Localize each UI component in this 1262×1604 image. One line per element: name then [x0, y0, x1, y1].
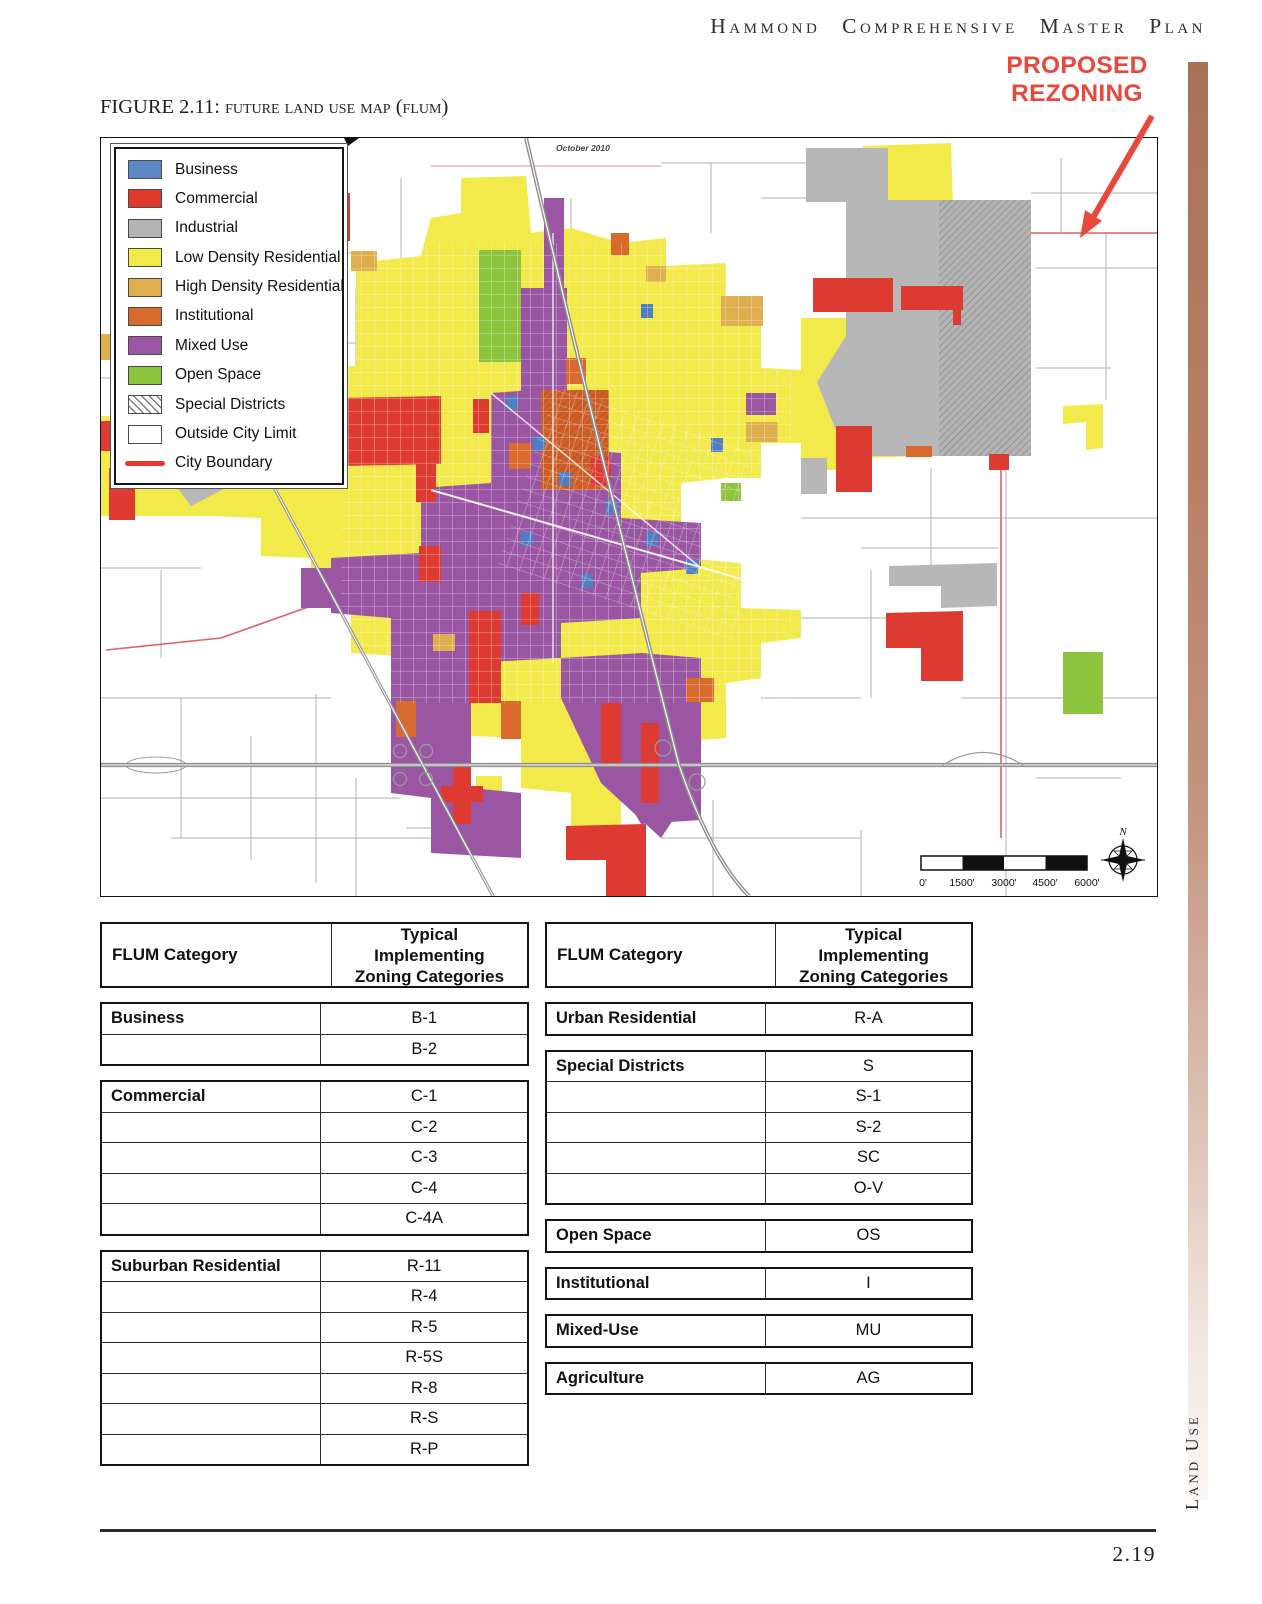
table-row: Business B-1: [101, 1003, 528, 1034]
legend-item-institutional: Institutional: [128, 306, 336, 327]
group-commercial: [100, 1080, 529, 1236]
scale-label-4500: 4500': [1032, 877, 1058, 889]
group-agriculture: [545, 1362, 973, 1396]
flum-table-right-header: [545, 922, 973, 988]
page-number: 2.19: [1112, 1542, 1156, 1566]
flum-table-left: [100, 922, 529, 1466]
legend-item-mixed-use: Mixed Use: [128, 335, 336, 356]
open-space-swatch: [128, 366, 162, 385]
legend-item-low-density-residential: Low Density Residential: [128, 247, 336, 268]
table-row: SC: [546, 1143, 972, 1174]
table-row: Special Districts S: [546, 1051, 972, 1082]
group-mixed-use: [545, 1314, 973, 1348]
table-row: C-2: [101, 1112, 528, 1143]
table-row: B-2: [101, 1034, 528, 1065]
map-street-grid: [341, 233, 801, 703]
legend-item-open-space: Open Space: [128, 365, 336, 386]
table-row: R-5: [101, 1312, 528, 1343]
legend-item-outside-city-limit: Outside City Limit: [128, 424, 336, 445]
commercial-swatch: [128, 189, 162, 208]
legend-item-special-districts: Special Districts: [128, 394, 336, 415]
column-header-zoning-categories: Typical Implementing Zoning Categories: [354, 924, 505, 986]
scale-label-1500: 1500': [949, 877, 975, 889]
table-row: R-S: [101, 1404, 528, 1435]
scale-label-0: 0': [919, 877, 927, 889]
table-row: O-V: [546, 1173, 972, 1204]
outside-city-limit-swatch: [128, 425, 162, 444]
footer-rule: [100, 1529, 1156, 1532]
table-row: C-3: [101, 1143, 528, 1174]
flum-table-right: [545, 922, 973, 1395]
document-title: Hammond Comprehensive Master Plan: [710, 14, 1206, 38]
proposed-rezoning-label: PROPOSED REZONING: [1006, 52, 1148, 107]
table-row: Institutional I: [546, 1268, 972, 1300]
column-header-flum-category: FLUM Category: [547, 924, 776, 986]
scale-label-3000: 3000': [991, 877, 1017, 889]
group-institutional: [545, 1267, 973, 1301]
legend-item-high-density-residential: High Density Residential: [128, 277, 336, 298]
figure-title: [100, 96, 448, 119]
table-row: Open Space OS: [546, 1220, 972, 1252]
column-header-zoning-categories: Typical Implementing Zoning Categories: [799, 924, 949, 986]
table-row: Suburban Residential R-11: [101, 1251, 528, 1282]
column-header-flum-category: FLUM Category: [102, 924, 332, 986]
table-row: S-2: [546, 1112, 972, 1143]
table-row: Commercial C-1: [101, 1081, 528, 1112]
table-row: Mixed-Use MU: [546, 1315, 972, 1347]
table-row: S-1: [546, 1082, 972, 1113]
table-row: R-P: [101, 1434, 528, 1465]
industrial-swatch: [128, 219, 162, 238]
legend-item-business: Business: [128, 159, 336, 180]
high-density-swatch: [128, 278, 162, 297]
legend-item-city-boundary: City Boundary: [128, 453, 336, 474]
group-suburban-residential: [100, 1250, 529, 1467]
table-row: R-5S: [101, 1343, 528, 1374]
future-land-use-map: [100, 137, 1158, 897]
compass-north-label: N: [1119, 826, 1127, 838]
map-date-note: October 2010: [556, 143, 610, 153]
group-special-districts: [545, 1050, 973, 1206]
table-row: Agriculture AG: [546, 1363, 972, 1395]
flum-table-left-header: [100, 922, 529, 988]
table-row: R-4: [101, 1282, 528, 1313]
business-swatch: [128, 160, 162, 179]
legend-item-commercial: Commercial: [128, 188, 336, 209]
table-row: C-4: [101, 1173, 528, 1204]
institutional-swatch: [128, 307, 162, 326]
figure-title-text: future land use map (flum): [225, 96, 449, 118]
mixed-use-swatch: [128, 336, 162, 355]
group-urban-residential: [545, 1002, 973, 1036]
scale-label-6000: 6000': [1074, 877, 1100, 889]
city-boundary-swatch: [125, 461, 165, 466]
table-row: R-8: [101, 1373, 528, 1404]
map-legend: [110, 143, 348, 489]
table-row: C-4A: [101, 1204, 528, 1235]
legend-item-industrial: Industrial: [128, 218, 336, 239]
section-color-bar: [1188, 62, 1208, 1500]
low-density-swatch: [128, 248, 162, 267]
section-label-land-use: Land Use: [1182, 1414, 1202, 1510]
group-business: [100, 1002, 529, 1066]
group-open-space: [545, 1219, 973, 1253]
special-districts-swatch: [128, 395, 162, 414]
table-row: Urban Residential R-A: [546, 1003, 972, 1035]
figure-label: FIGURE 2.11:: [100, 96, 220, 118]
